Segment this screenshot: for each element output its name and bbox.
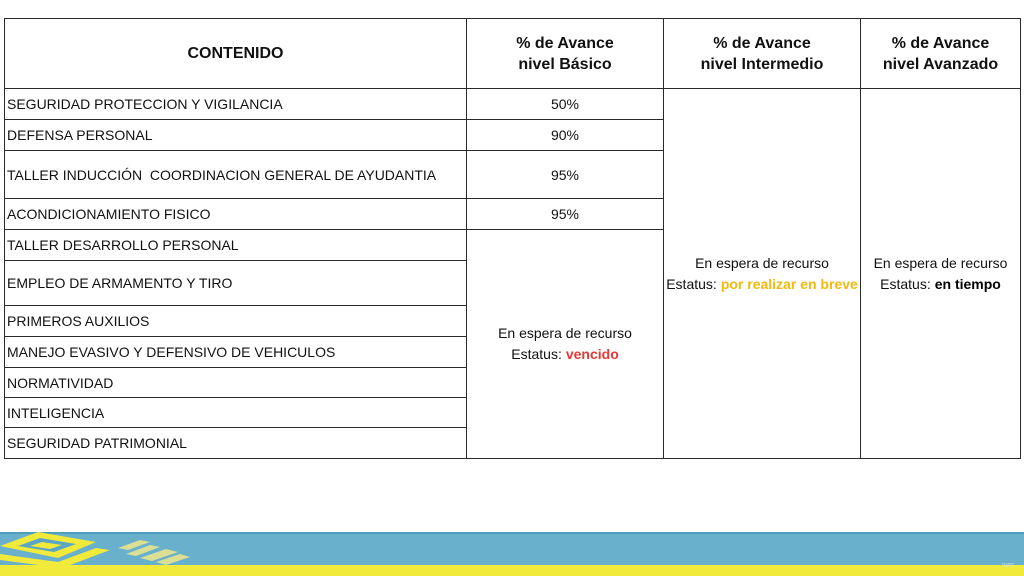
footer-yellow-strip	[0, 565, 1024, 576]
row-label: ACONDICIONAMIENTO FISICO	[7, 206, 211, 222]
row-label-cell	[5, 306, 467, 337]
basic-percent-cell	[467, 89, 664, 120]
footer-band	[0, 528, 1024, 576]
row-label-cell	[5, 261, 467, 306]
basic-status-cell	[467, 230, 664, 459]
basic-percent: 50%	[550, 96, 580, 112]
row-label-cell	[5, 337, 467, 368]
footer-band-graphic	[0, 528, 1024, 576]
intermediate-status-label: Estatus:	[666, 275, 717, 292]
row-label-cell	[5, 199, 467, 230]
header-basic	[467, 19, 664, 89]
progress-table	[4, 18, 1021, 459]
basic-status-label: Estatus:	[511, 346, 562, 362]
advanced-waiting-text: En espera de recurso	[873, 254, 1008, 271]
row-label: DEFENSA PERSONAL	[7, 127, 153, 143]
basic-percent: 95%	[550, 166, 580, 183]
advanced-status-value: en tiempo	[934, 275, 1001, 292]
row-label-cell	[5, 151, 467, 199]
row-label-cell	[5, 428, 467, 459]
row-label-cell	[5, 398, 467, 428]
intermediate-status-value: por realizar en breve	[720, 275, 858, 292]
header-inter-line1: % de Avance	[713, 34, 811, 52]
header-row	[5, 19, 1021, 89]
basic-waiting-text: En espera de recurso	[498, 325, 632, 341]
page-number: 10/06	[1001, 563, 1014, 569]
row-label-cell	[5, 120, 467, 151]
row-label: MANEJO EVASIVO Y DEFENSIVO DE VEHICULOS	[7, 344, 336, 360]
row-label: PRIMEROS AUXILIOS	[7, 313, 150, 329]
header-basic-line1: % de Avance	[516, 34, 614, 52]
header-adv-line1: % de Avance	[891, 34, 990, 52]
footer-blue-edge	[0, 532, 1024, 534]
header-advanced	[861, 19, 1021, 89]
basic-percent-cell	[467, 199, 664, 230]
row-label: SEGURIDAD PATRIMONIAL	[7, 435, 187, 451]
basic-percent: 90%	[550, 127, 580, 143]
header-intermediate	[664, 19, 861, 89]
row-label: NORMATIVIDAD	[7, 374, 114, 391]
row-label-cell	[5, 230, 467, 261]
row-label: TALLER INDUCCIÓN COORDINACION GENERAL DE AYUDANTIA	[7, 166, 437, 183]
basic-status-value: vencido	[565, 346, 619, 362]
row-label-cell	[5, 368, 467, 398]
intermediate-status-cell	[664, 89, 861, 459]
header-content	[5, 19, 467, 89]
basic-percent-cell	[467, 151, 664, 199]
row-label: SEGURIDAD PROTECCION Y VIGILANCIA	[7, 96, 283, 112]
row-label: INTELIGENCIA	[7, 404, 105, 421]
table-row	[5, 89, 1021, 120]
header-basic-line2: nivel Básico	[518, 55, 612, 73]
advanced-status-label: Estatus:	[880, 275, 931, 292]
row-label: TALLER DESARROLLO PERSONAL	[7, 237, 239, 253]
row-label: EMPLEO DE ARMAMENTO Y TIRO	[7, 275, 233, 291]
intermediate-waiting-text: En espera de recurso	[695, 254, 829, 271]
header-content-label: CONTENIDO	[187, 45, 284, 62]
advanced-status-cell	[861, 89, 1021, 459]
header-adv-line2: nivel Avanzado	[882, 55, 999, 73]
header-inter-line2: nivel Intermedio	[700, 55, 824, 73]
row-label-cell	[5, 89, 467, 120]
basic-percent-cell	[467, 120, 664, 151]
basic-percent: 95%	[550, 206, 580, 222]
